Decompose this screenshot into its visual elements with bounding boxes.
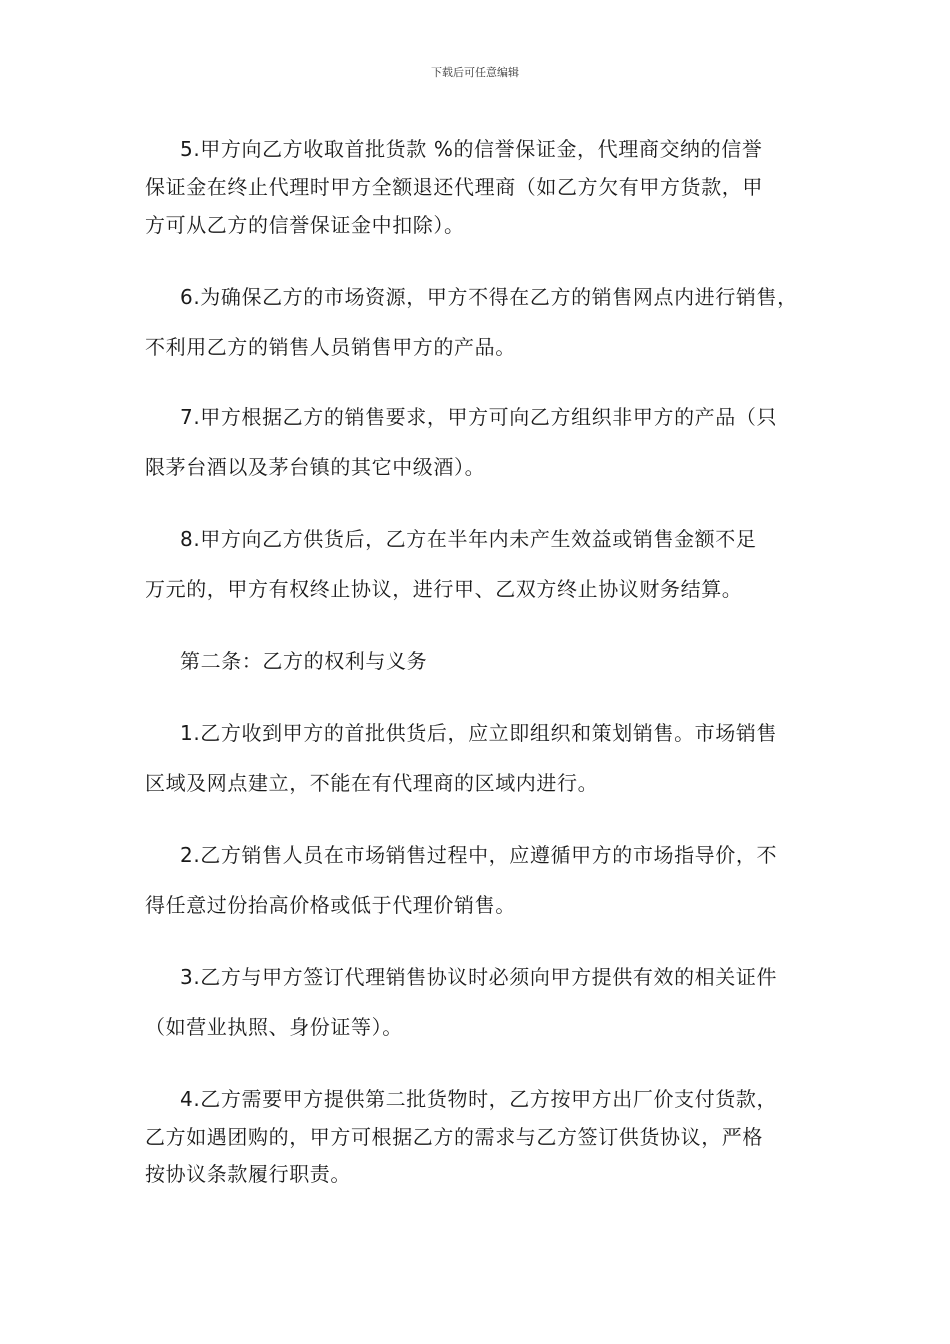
paragraph-line: 按协议条款履行职责。 xyxy=(145,1162,351,1186)
paragraph-line: 不利用乙方的销售人员销售甲方的产品。 xyxy=(145,335,516,359)
paragraph-line: 4.乙方需要甲方提供第二批货物时，乙方按甲方出厂价支付货款， xyxy=(180,1087,778,1111)
paragraph-line: 保证金在终止代理时甲方全额退还代理商（如乙方欠有甲方货款，甲 xyxy=(145,175,763,199)
paragraph-line: 区域及网点建立，不能在有代理商的区域内进行。 xyxy=(145,771,599,795)
paragraph-line: 万元的，甲方有权终止协议，进行甲、乙双方终止协议财务结算。 xyxy=(145,577,743,601)
paragraph-line: 乙方如遇团购的，甲方可根据乙方的需求与乙方签订供货协议，严格 xyxy=(145,1125,763,1149)
paragraph-line: 2.乙方销售人员在市场销售过程中，应遵循甲方的市场指导价，不 xyxy=(180,843,778,867)
paragraph-line: 6.为确保乙方的市场资源，甲方不得在乙方的销售网点内进行销售， xyxy=(180,285,798,309)
page-header: 下载后可任意编辑 xyxy=(431,66,519,79)
paragraph-line: 限茅台酒以及茅台镇的其它中级酒）。 xyxy=(145,455,486,479)
paragraph-line: 方可从乙方的信誉保证金中扣除）。 xyxy=(145,213,465,237)
paragraph-line: 8.甲方向乙方供货后，乙方在半年内未产生效益或销售金额不足 xyxy=(180,527,757,551)
paragraph-line: 7.甲方根据乙方的销售要求，甲方可向乙方组织非甲方的产品（只 xyxy=(180,405,778,429)
paragraph-line: 5.甲方向乙方收取首批货款 %的信誉保证金，代理商交纳的信誉 xyxy=(180,137,763,161)
paragraph-line: 3.乙方与甲方签订代理销售协议时必须向甲方提供有效的相关证件 xyxy=(180,965,778,989)
paragraph-line: 1.乙方收到甲方的首批供货后，应立即组织和策划销售。市场销售 xyxy=(180,721,778,745)
section-heading: 第二条：乙方的权利与义务 xyxy=(180,649,428,673)
paragraph-line: （如营业执照、身份证等）。 xyxy=(145,1015,403,1039)
paragraph-line: 得任意过份抬高价格或低于代理价销售。 xyxy=(145,893,516,917)
